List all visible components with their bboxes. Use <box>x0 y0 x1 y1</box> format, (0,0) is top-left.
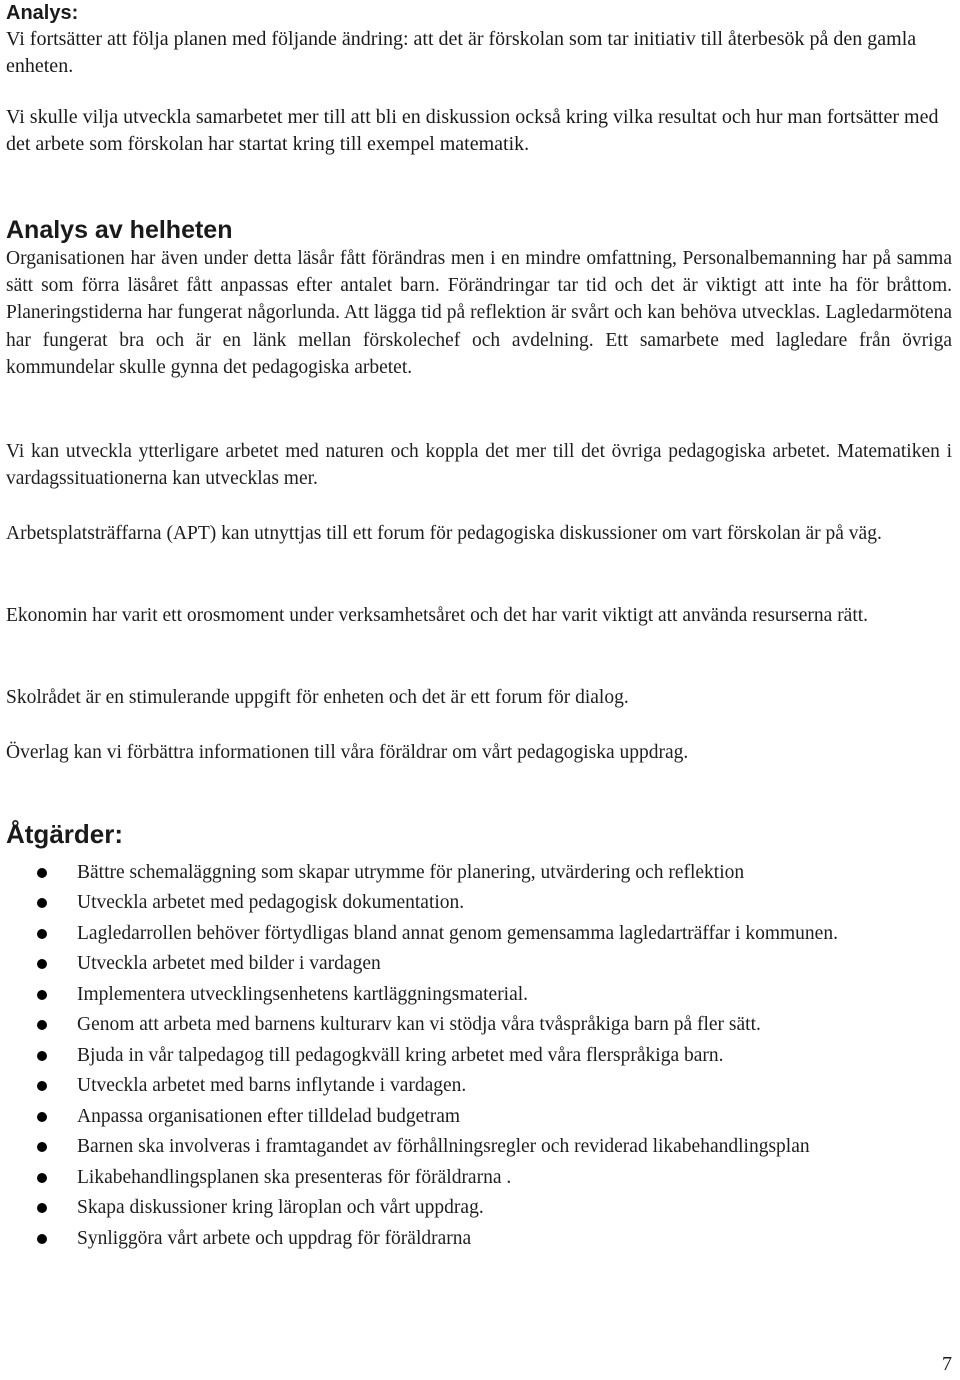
bullet-icon <box>37 1173 47 1183</box>
helhet-paragraph-4-block <box>6 602 952 629</box>
list-item <box>6 859 952 886</box>
atgarder-heading-block <box>6 818 952 850</box>
list-item <box>6 981 952 1008</box>
analys-paragraph-1: Vi fortsätter att följa planen med följande ändring: att det är förskolan som tar initiativ till återbesök på den gamla enheten. <box>6 28 917 77</box>
list-item-text: Implementera utvecklingsenhetens kartläggningsmaterial. <box>77 983 529 1005</box>
bullet-icon <box>37 1112 47 1122</box>
list-item-text: Utveckla arbetet med bilder i vardagen <box>77 953 381 975</box>
helhet-paragraph-2-block <box>6 438 952 492</box>
page-number: 7 <box>942 1353 952 1375</box>
atgarder-heading: Åtgärder: <box>6 819 124 849</box>
list-item <box>6 1072 952 1099</box>
list-item <box>6 920 952 947</box>
analys-heading: Analys: <box>6 2 79 24</box>
list-item <box>6 1011 952 1038</box>
helhet-paragraph-5: Skolrådet är en stimulerande uppgift för enheten och det är ett forum för dialog. <box>6 687 629 708</box>
list-item-text: Likabehandlingsplanen ska presenteras för föräldrarna . <box>77 1166 512 1188</box>
bullet-icon <box>37 1142 47 1152</box>
helhet-paragraph-2: Vi kan utveckla ytterligare arbetet med naturen och koppla det mer till det övriga pedagogiska arbetet. Matematiken i vardagssituationerna kan utvecklas mer. <box>6 441 952 490</box>
bullet-icon <box>37 929 47 939</box>
list-item <box>6 1042 952 1069</box>
bullet-icon <box>37 1234 47 1244</box>
list-item-text: Anpassa organisationen efter tilldelad budgetram <box>77 1105 461 1127</box>
bullet-icon <box>37 1051 47 1061</box>
list-item-text: Bjuda in vår talpedagog till pedagogkväll kring arbetet med våra flerspråkiga barn. <box>77 1044 724 1066</box>
bullet-icon <box>37 990 47 1000</box>
analys-paragraph-2-block <box>6 104 952 158</box>
bullet-icon <box>37 1020 47 1030</box>
list-item <box>6 950 952 977</box>
list-item <box>6 1164 952 1191</box>
list-item <box>6 1194 952 1221</box>
atgarder-list <box>6 859 952 1252</box>
bullet-icon <box>37 898 47 908</box>
list-item <box>6 1225 952 1252</box>
list-item-text: Skapa diskussioner kring läroplan och vårt uppdrag. <box>77 1197 484 1219</box>
analys-paragraph-2: Vi skulle vilja utveckla samarbetet mer till att bli en diskussion också kring vilka resultat och hur man fortsätter med det arbete som förskolan har startat kring till exempel matematik. <box>6 106 939 155</box>
helhet-paragraph-3: Arbetsplatsträffarna (APT) kan utnyttjas till ett forum för pedagogiska diskussioner om vart förskolan är på väg. <box>6 523 882 544</box>
analys-section <box>6 0 952 80</box>
list-item-text: Synliggöra vårt arbete och uppdrag för föräldrarna <box>77 1227 472 1249</box>
list-item-text: Utveckla arbetet med pedagogisk dokumentation. <box>77 892 465 914</box>
list-item <box>6 889 952 916</box>
helhet-paragraph-5-block <box>6 684 952 711</box>
helhet-heading: Analys av helheten <box>6 216 233 244</box>
list-item-text: Lagledarrollen behöver förtydligas bland annat genom gemensamma lagledarträffar i kommunen. <box>77 922 838 944</box>
list-item-text: Genom att arbeta med barnens kulturarv kan vi stödja våra tvåspråkiga barn på fler sätt. <box>77 1014 761 1036</box>
list-item-text: Bättre schemaläggning som skapar utrymme för planering, utvärdering och reflektion <box>77 862 745 883</box>
list-item-text: Barnen ska involveras i framtagandet av förhållningsregler och reviderad likabehandlingsplan <box>77 1136 810 1158</box>
helhet-paragraph-6-block <box>6 739 952 766</box>
list-item-text: Utveckla arbetet med barns inflytande i vardagen. <box>77 1075 467 1097</box>
list-item <box>6 1103 952 1130</box>
helhet-paragraph-4: Ekonomin har varit ett orosmoment under verksamhetsåret och det har varit viktigt att använda resurserna rätt. <box>6 605 869 626</box>
helhet-paragraph-6: Överlag kan vi förbättra informationen till våra föräldrar om vårt pedagogiska uppdrag. <box>6 742 689 763</box>
bullet-icon <box>37 959 47 969</box>
atgarder-list-block <box>6 859 952 1255</box>
helhet-section <box>6 215 952 381</box>
helhet-paragraph-3-block <box>6 520 952 547</box>
helhet-paragraph-1: Organisationen har även under detta läsår fått förändras men i en mindre omfattning, Personalbemanning har på samma sätt som förra läsåret fått anpassas efter antalet barn. Förändringar tar tid och det är viktigt att inte ha för bråttom. Planeringstiderna har fungerat någorlunda. Att lägga tid på reflektion är svårt och kan behöva utvecklas. Lagledarmötena har fungerat bra och är en länk mellan förskolechef och avdelning. Ett samarbete med lagledare från övriga kommundelar skulle gynna det pedagogiska arbetet. <box>6 248 952 378</box>
list-item <box>6 1133 952 1160</box>
bullet-icon <box>37 868 47 878</box>
bullet-icon <box>37 1203 47 1213</box>
bullet-icon <box>37 1081 47 1091</box>
